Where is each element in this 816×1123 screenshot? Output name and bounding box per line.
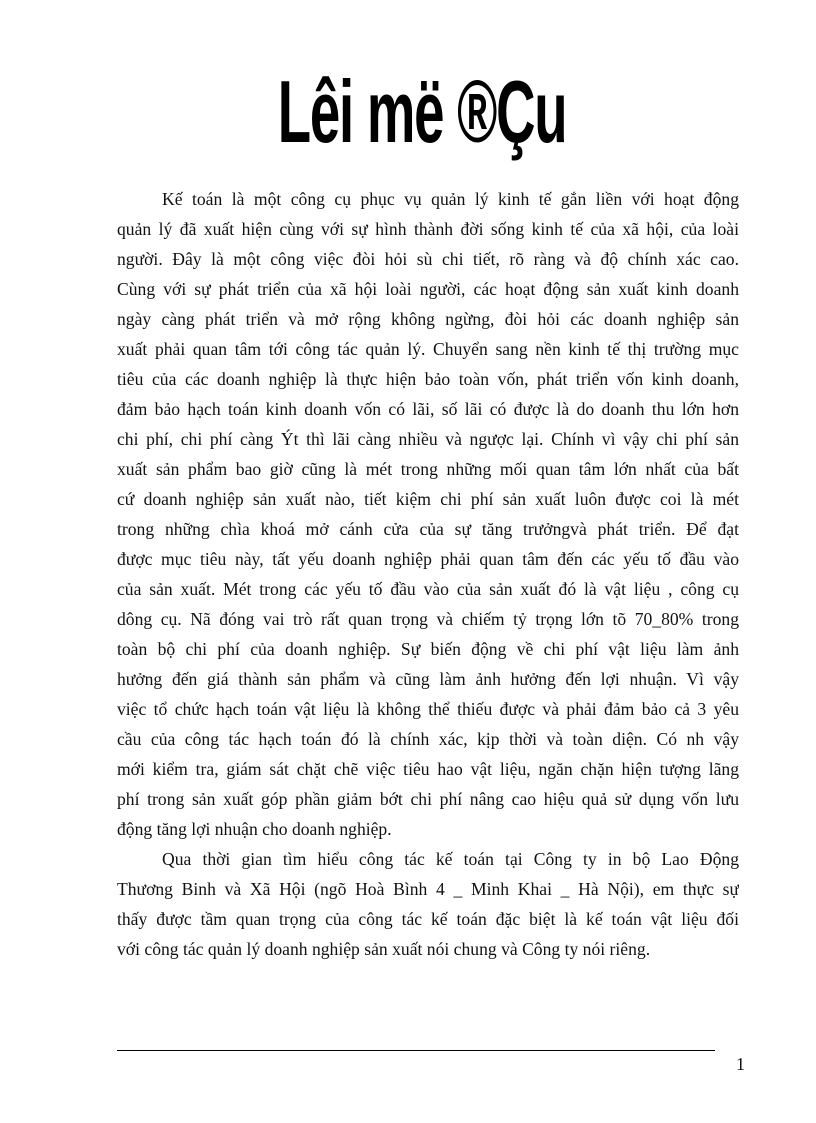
text-line: Qua thời gian tìm hiểu công tác kế toán tại Công ty in bộ Lao Động xyxy=(162,849,739,869)
page-title: Lêi më ®Çu xyxy=(277,62,567,161)
text-line: người. Đây là một công việc đòi hỏi sù chi tiết, rõ ràng và độ chính xác cao. xyxy=(117,249,739,269)
paragraph-1 xyxy=(117,184,739,844)
text-line: chi phí, chi phí càng Ýt thì lãi càng nhiều và ngược lại. Chính vì vậy chi phí sản xyxy=(117,429,739,449)
text-line: Thương Binh và Xã Hội (ngõ Hoà Bình 4 _ Minh Khai _ Hà Nội), em thực sự xyxy=(117,879,739,899)
text-line: được mục tiêu này, tất yếu doanh nghiệp phải quan tâm đến các yếu tố đầu vào xyxy=(117,549,739,569)
text-line: Kế toán là một công cụ phục vụ quản lý kinh tế gắn liền với hoạt động xyxy=(162,189,739,209)
text-line: cứ doanh nghiệp sản xuất nào, tiết kiệm chi phí sản xuất luôn được coi là mét xyxy=(117,489,739,509)
text-line: cầu của công tác hạch toán đó là chính xác, kịp thời và toàn diện. Có nh vậy xyxy=(117,729,739,749)
text-line: thấy được tầm quan trọng của công tác kế toán đặc biệt là kế toán vật liệu đối xyxy=(117,909,739,929)
text-line: xuất sản phẩm bao giờ cũng là mét trong những mối quan tâm lớn nhất của bất xyxy=(117,459,739,479)
page-number: 1 xyxy=(736,1054,745,1074)
footer-divider xyxy=(117,1050,715,1051)
text-line: Cùng với sự phát triển của xã hội loài người, các hoạt động sản xuất kinh doanh xyxy=(117,279,739,299)
text-line: ngày càng phát triển và mở rộng không ngừng, đòi hỏi các doanh nghiệp sản xyxy=(117,309,739,329)
text-line: xuất phải quan tâm tới công tác quản lý. Chuyển sang nền kinh tế thị trường mục xyxy=(117,339,739,359)
document-body xyxy=(117,184,739,964)
text-line: quản lý đã xuất hiện cùng với sự hình thành đời sống kinh tế của xã hội, của loài xyxy=(117,219,739,239)
text-line: việc tổ chức hạch toán vật liệu là không thể thiếu được và phải đảm bảo cả 3 yêu xyxy=(117,699,739,719)
text-line: hưởng đến giá thành sản phẩm và cũng làm ảnh hưởng đến lợi nhuận. Vì vậy xyxy=(117,669,739,689)
paragraph-2 xyxy=(117,844,739,964)
text-line: phí trong sản xuất góp phần giảm bớt chi phí nâng cao hiệu quả sử dụng vốn lưu xyxy=(117,789,739,809)
text-line: với công tác quản lý doanh nghiệp sản xuất nói chung và Công ty nói riêng. xyxy=(117,939,651,959)
text-line: đảm bảo hạch toán kinh doanh vốn có lãi, số lãi có được là do doanh thu lớn hơn xyxy=(117,399,739,419)
text-line: mới kiểm tra, giám sát chặt chẽ việc tiêu hao vật liệu, ngăn chặn hiện tượng lãng xyxy=(117,759,739,779)
text-line: tiêu của các doanh nghiệp là thực hiện bảo toàn vốn, phát triển vốn kinh doanh, xyxy=(117,369,739,389)
text-line: toàn bộ chi phí của doanh nghiệp. Sự biến động về chi phí vật liệu làm ảnh xyxy=(117,639,739,659)
text-line: của sản xuất. Mét trong các yếu tố đầu vào của sản xuất đó là vật liệu , công cụ xyxy=(117,579,739,599)
text-line: dông cụ. Nã đóng vai trò rất quan trọng và chiếm tỷ trọng lớn tõ 70_80% trong xyxy=(117,609,739,629)
text-line: trong những chìa khoá mở cánh cửa của sự tăng trưởngvà phát triển. Để đạt xyxy=(117,519,739,539)
text-line: động tăng lợi nhuận cho doanh nghiệp. xyxy=(117,819,392,839)
